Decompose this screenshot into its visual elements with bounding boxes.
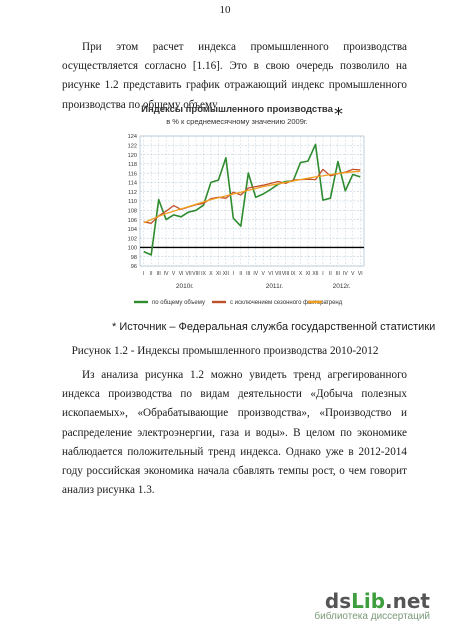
x-tick-label: V <box>351 271 355 277</box>
x-tick-label: VIII <box>192 271 200 277</box>
industrial-index-chart <box>112 98 374 314</box>
chart-svg <box>112 98 374 314</box>
x-tick-label: I <box>322 271 324 277</box>
x-tick-label: V <box>261 271 265 277</box>
y-tick-label: 112 <box>128 189 137 196</box>
watermark-logo: dsLib.net <box>324 589 430 613</box>
x-tick-label: IX <box>201 271 206 277</box>
y-tick-label: 96 <box>130 264 137 271</box>
y-axis <box>128 134 137 270</box>
x-tick-label: XI <box>305 271 311 277</box>
x-tick-label: II <box>329 271 332 277</box>
legend <box>134 300 343 306</box>
y-tick-label: 122 <box>127 143 137 150</box>
y-tick-label: 124 <box>127 134 137 141</box>
y-tick-label: 116 <box>128 171 137 178</box>
y-tick-label: 120 <box>127 152 137 159</box>
x-tick-label: XII <box>222 271 229 277</box>
x-tick-label: VII <box>275 271 282 277</box>
x-year-label: 2012г. <box>332 283 351 290</box>
y-tick-label: 106 <box>127 217 137 224</box>
x-year-label: 2011г. <box>265 283 284 290</box>
x-tick-label: X <box>298 271 303 277</box>
x-tick-label: III <box>246 271 251 277</box>
page-number: 10 <box>219 4 231 16</box>
x-tick-label: VII <box>185 271 192 277</box>
watermark-tagline: библиотека диссертаций <box>314 611 430 622</box>
y-tick-label: 102 <box>127 236 137 243</box>
x-tick-label: III <box>335 271 340 277</box>
x-tick-label: XI <box>216 271 221 277</box>
x-tick-label: X <box>209 271 213 277</box>
x-tick-label: I <box>232 271 235 277</box>
chart-title: Индексы промышленного производства <box>141 104 333 115</box>
x-tick-label: II <box>239 271 243 277</box>
x-year-label: 2010г. <box>175 283 194 290</box>
legend-label: тренд <box>326 300 343 306</box>
x-tick-label: IX <box>290 271 296 277</box>
x-tick-label: V <box>171 271 176 277</box>
intro-paragraph: При этом расчет индекса промышленного производства осуществляется согласно [1.16]. Это в свою очередь позволило на рисунке 1.2 представить график отражающий индекс промышленного производства по общему объему <box>62 41 407 111</box>
x-tick-label: IV <box>163 271 169 277</box>
watermark <box>310 589 430 622</box>
x-tick-label: VIII <box>281 271 290 277</box>
y-tick-label: 100 <box>127 245 137 252</box>
figure-asterisk: * <box>334 104 343 125</box>
source-note: * Источник – Федеральная служба государственной статистики <box>112 321 436 333</box>
x-axis <box>143 271 363 290</box>
y-tick-label: 98 <box>130 254 137 261</box>
grid <box>140 136 364 266</box>
x-tick-label: IV <box>342 271 348 277</box>
x-tick-label: II <box>149 271 153 277</box>
y-tick-label: 110 <box>128 199 137 206</box>
legend-label: с исключением сезонного фактора <box>230 300 327 306</box>
y-tick-label: 118 <box>128 162 137 169</box>
figure-caption: Рисунок 1.2 - Индексы промышленного производства 2010-2012 <box>71 345 379 357</box>
x-tick-label: VI <box>357 271 363 277</box>
y-tick-label: 108 <box>127 208 137 215</box>
x-tick-label: IV <box>253 271 259 277</box>
analysis-paragraph: Из анализа рисунка 1.2 можно увидеть тренд агрегированного индекса производства по видам деятельности «Добыча полезных ископаемых», «Обрабатывающие производства», «Производство и распределение электроэнергии, газа и воды». В целом по экономике наблюдается положительный тренд индекса. Однако уже в 2012-2014 году российская экономика начала сбавлять темпы рост, о чем говорит анализ рисунка 1.3. <box>62 369 407 497</box>
y-tick-label: 104 <box>127 227 137 234</box>
chart-subtitle: в % к среднемесячному значению 2009г. <box>166 117 308 126</box>
x-tick-label: VI <box>268 271 274 277</box>
legend-label: по общему объему <box>152 300 205 306</box>
y-tick-label: 114 <box>128 180 137 187</box>
x-tick-label: III <box>156 271 161 277</box>
x-tick-label: I <box>143 271 145 277</box>
x-tick-label: XII <box>312 271 319 277</box>
x-tick-label: VI <box>178 271 184 277</box>
